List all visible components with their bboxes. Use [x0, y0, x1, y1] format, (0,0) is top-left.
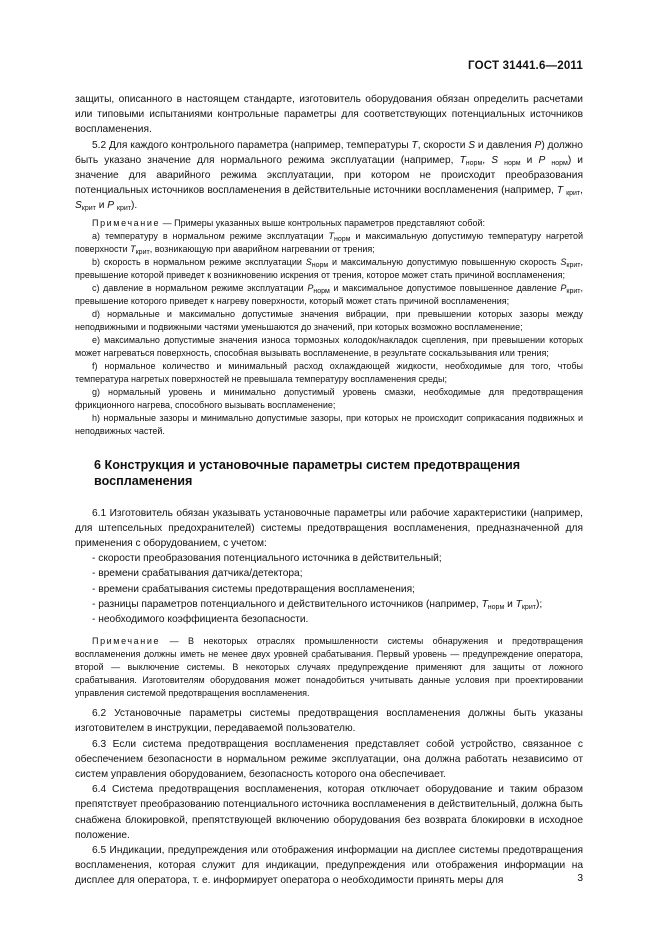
list-item-2: - времени срабатывания датчика/детектора;	[92, 568, 303, 580]
page-number: 3	[577, 873, 583, 884]
note-item-d: d) нормальные и максимально допустимые значения вибрации, при превышении которых зазоры между неподвижными и подвижными частями уменьшаются до значений, при которых возможно воспламенение;	[75, 308, 583, 332]
section-6-heading: 6 Конструкция и установочные параметры систем предотвращения воспламенения	[94, 457, 521, 488]
note-item-b: b) скорость в нормальном режиме эксплуатации $S_{норм}$ и максимальную допустимую повышенную скорость $S_{крит}$, превышение которой приведет к возникновению искрения от трения, которое может стать причиной воспламенения;	[75, 256, 583, 280]
note-item-f: f) нормальное количество и минимальный расход охлаждающей жидкости, необходимые для того, чтобы температура нагретых поверхностей не превышала температуру воспламенения среды;	[75, 360, 583, 384]
paragraph-6-2: 6.2 Установочные параметры системы предотвращения воспламенения должны быть указаны изготовителем в инструкции, передаваемой пользователю.	[75, 708, 583, 735]
note-2-text: Примечание — В некоторых отраслях промышленности системы обнаружения и предотвращения воспламенения должны иметь не менее двух уровней срабатывания. Первый уровень — предупреждение оператора, второй — выключение системы. В некоторых случаях предупреждение применяют для защиты от ложного срабатывания. Изготовителям оборудования может понадобиться учитывать данные условия при проектировании управления системой предотвращения воспламенения.	[75, 636, 583, 699]
note-control-parameters	[75, 217, 583, 438]
paragraph-intro: защиты, описанного в настоящем стандарте, изготовитель оборудования обязан определить расчетами или типовыми испытаниями контрольные параметры для соответствующих потенциальных источников воспламенения.	[75, 94, 583, 136]
text-body	[75, 92, 583, 889]
paragraph-6-4: 6.4 Система предотвращения воспламенения, которая отключает оборудование и таким образом препятствует преобразованию потенциального источника воспламенения в действительный, должна быть снабжена блокировкой, препятствующей включению оборудования без возврата блокировки в исходное положение.	[75, 784, 583, 841]
note-item-e: e) максимально допустимые значения износа тормозных колодок/накладок сцепления, при превышении которых может нагреваться поверхность, способная вызывать воспламенение, в результате соскальзывания или трения;	[75, 334, 583, 358]
list-item-3: - времени срабатывания системы предотвращения воспламенения;	[92, 583, 415, 595]
note-intro: Примечание — Примеры указанных выше контрольных параметров представляют собой:	[92, 217, 485, 228]
document-number: ГОСТ 31441.6—2011	[468, 60, 583, 72]
list-item-4: - разницы параметров потенциального и действительного источников (например, $T_{норм}$ и $T_{крит}$);	[92, 598, 543, 611]
note-warning-levels	[75, 635, 583, 700]
note-item-a: a) температуру в нормальном режиме эксплуатации $T_{норм}$ и максимальную допустимую температуру нагретой поверхности $T_{крит}$, возникающую при аварийном нагревании от трения;	[75, 230, 583, 256]
paragraph-6-5: 6.5 Индикации, предупреждения или отображения информации на дисплее системы предотвращения воспламенения, которая служит для индикации, предупреждения или отображения информации на дисплее для оператора, т. е. информирует оператора о необходимости принять меры для	[75, 845, 583, 887]
paragraph-5-2: 5.2 Для каждого контрольного параметра (например, температуры T, скорости S и давления P) должно быть указано значение для нормального режима эксплуатации (например, $T_{норм}$, S $_{норм}$ и P $_{норм}$) и значение для аварийного режима эксплуатации, при котором не происходит преобразования потенциальных источников воспламенения в действительные источники воспламенения (например, T $_{крит}$, $S_{крит}$ и P $_{крит}$).	[75, 139, 583, 213]
list-item-5: - необходимого коэффициента безопасности.	[92, 614, 309, 626]
paragraph-6-3: 6.3 Если система предотвращения воспламенения представляет собой устройство, связанное с обеспечением безопасности в нормальном режиме эксплуатации, она должна работать независимо от систем управления оборудованием, безопасность которого она обеспечивает.	[75, 738, 583, 781]
note-item-c: c) давление в нормальном режиме эксплуатации $P_{норм}$ и максимальное допустимое повышенное давление $P_{крит}$, превышение которого приведет к нагреву поверхности, который может стать причиной воспламенения;	[75, 282, 583, 306]
note-item-h: h) нормальные зазоры и минимально допустимые зазоры, при которых не происходит соприкасания подвижных и неподвижных частей.	[75, 412, 583, 436]
paragraph-6-1: 6.1 Изготовитель обязан указывать установочные параметры или рабочие характеристики (например, для штепсельных предохранителей) системы предотвращения воспламенения, предназначенной для применения с оборудованием, с учетом:	[75, 507, 583, 550]
note-item-g: g) нормальный уровень и минимально допустимый уровень смазки, необходимые для предотвращения фрикционного нагрева, способного вызывать воспламенение;	[75, 386, 583, 410]
list-item-1: - скорости преобразования потенциального источника в действительный;	[92, 553, 442, 565]
